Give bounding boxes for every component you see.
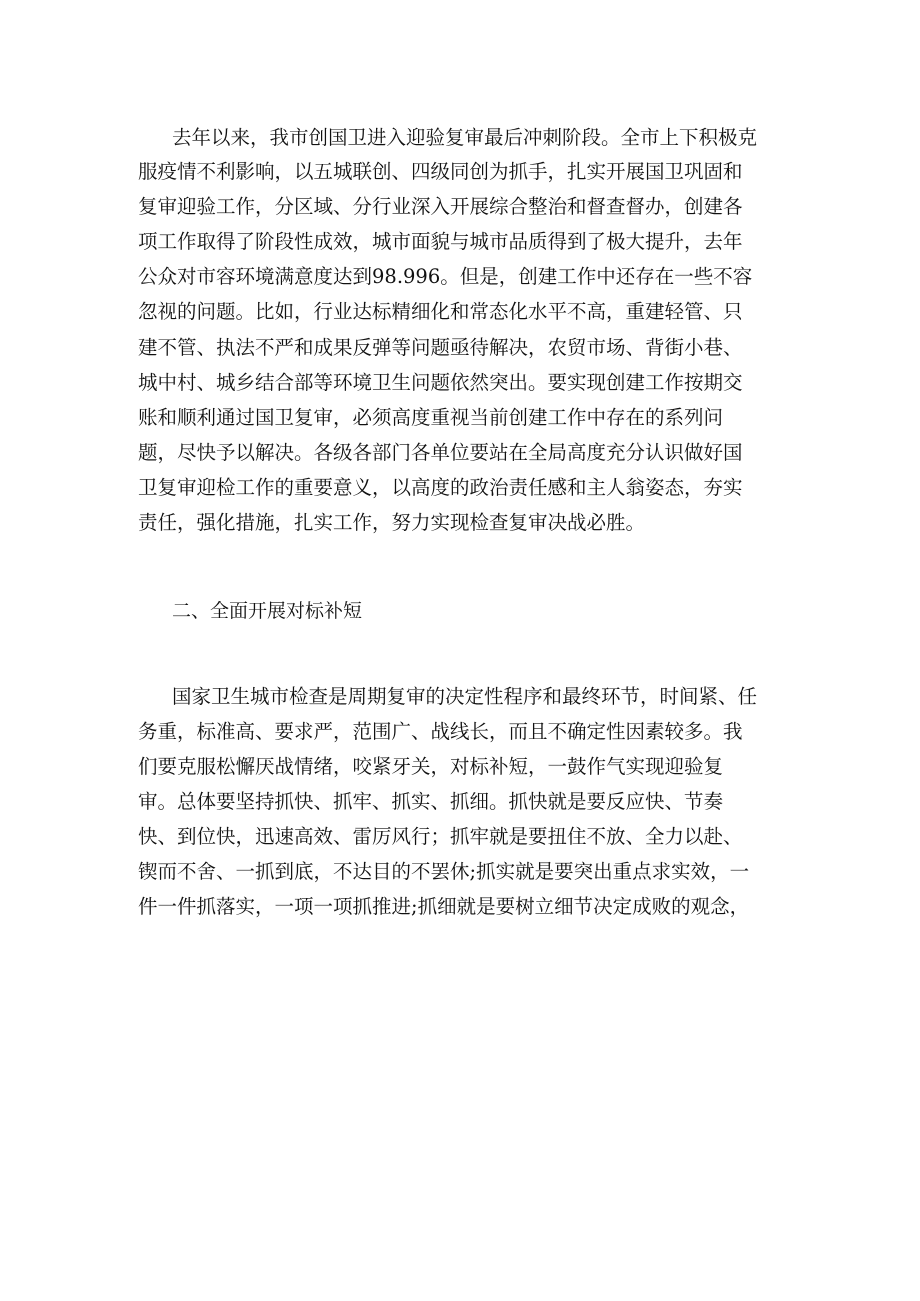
paragraph-1-line-11: 卫复审迎检工作的重要意义，以高度的政治责任感和主人翁姿态，夯实 — [138, 476, 743, 499]
paragraph-2-line-6: 锲而不舍、一抓到底，不达目的不罢休;抓实就是要突出重点求实效，一 — [138, 860, 750, 883]
paragraph-1-line-5: 公众对市容环境满意度达到98.996。但是，创建工作中还存在一些不容 — [138, 265, 753, 288]
paragraph-2-line-3: 们要克服松懈厌战情绪，咬紧牙关，对标补短，一鼓作气实现迎验复 — [138, 755, 724, 778]
paragraph-1-line-6: 忽视的问题。比如，行业达标精细化和常态化水平不高，重建轻管、只 — [138, 300, 743, 323]
paragraph-1-line-2: 服疫情不利影响，以五城联创、四级同创为抓手，扎实开展国卫巩固和 — [138, 160, 743, 183]
paragraph-1-line-8: 城中村、城乡结合部等环境卫生问题依然突出。要实现创建工作按期交 — [138, 371, 743, 394]
paragraph-2-line-7: 件一件抓落实，一项一项抓推进;抓细就是要树立细节决定成败的观念， — [138, 895, 750, 918]
paragraph-2-line-2: 务重，标准高、要求严，范围广、战线长，而且不确定性因素较多。我 — [138, 720, 743, 743]
paragraph-2-line-1: 国家卫生城市检查是周期复审的决定性程序和最终环节，时间紧、任 — [172, 685, 758, 708]
paragraph-1-line-4: 项工作取得了阶段性成效，城市面貌与城市品质得到了极大提升，去年 — [138, 230, 743, 253]
paragraph-1-line-3: 复审迎验工作，分区域、分行业深入开展综合整治和督查督办，创建各 — [138, 195, 743, 218]
paragraph-1-line-9: 账和顺利通过国卫复审，必须高度重视当前创建工作中存在的系列问 — [138, 406, 724, 429]
paragraph-2-line-4: 审。总体要坚持抓快、抓牢、抓实、抓细。抓快就是要反应快、节奏 — [138, 790, 724, 813]
paragraph-1-line-7: 建不管、执法不严和成果反弹等问题亟待解决，农贸市场、背街小巷、 — [138, 336, 743, 359]
section-heading: 二、全面开展对标补短 — [172, 600, 363, 622]
paragraph-2-line-5: 快、到位快，迅速高效、雷厉风行；抓牢就是要扭住不放、全力以赴、 — [138, 825, 743, 848]
paragraph-1-line-12: 责任，强化措施，扎实工作，努力实现检查复审决战必胜。 — [138, 511, 646, 534]
paragraph-1-line-1: 去年以来，我市创国卫进入迎验复审最后冲刺阶段。全市上下积极克 — [172, 126, 758, 149]
paragraph-1-line-10: 题，尽快予以解决。各级各部门各单位要站在全局高度充分认识做好国 — [138, 441, 743, 464]
